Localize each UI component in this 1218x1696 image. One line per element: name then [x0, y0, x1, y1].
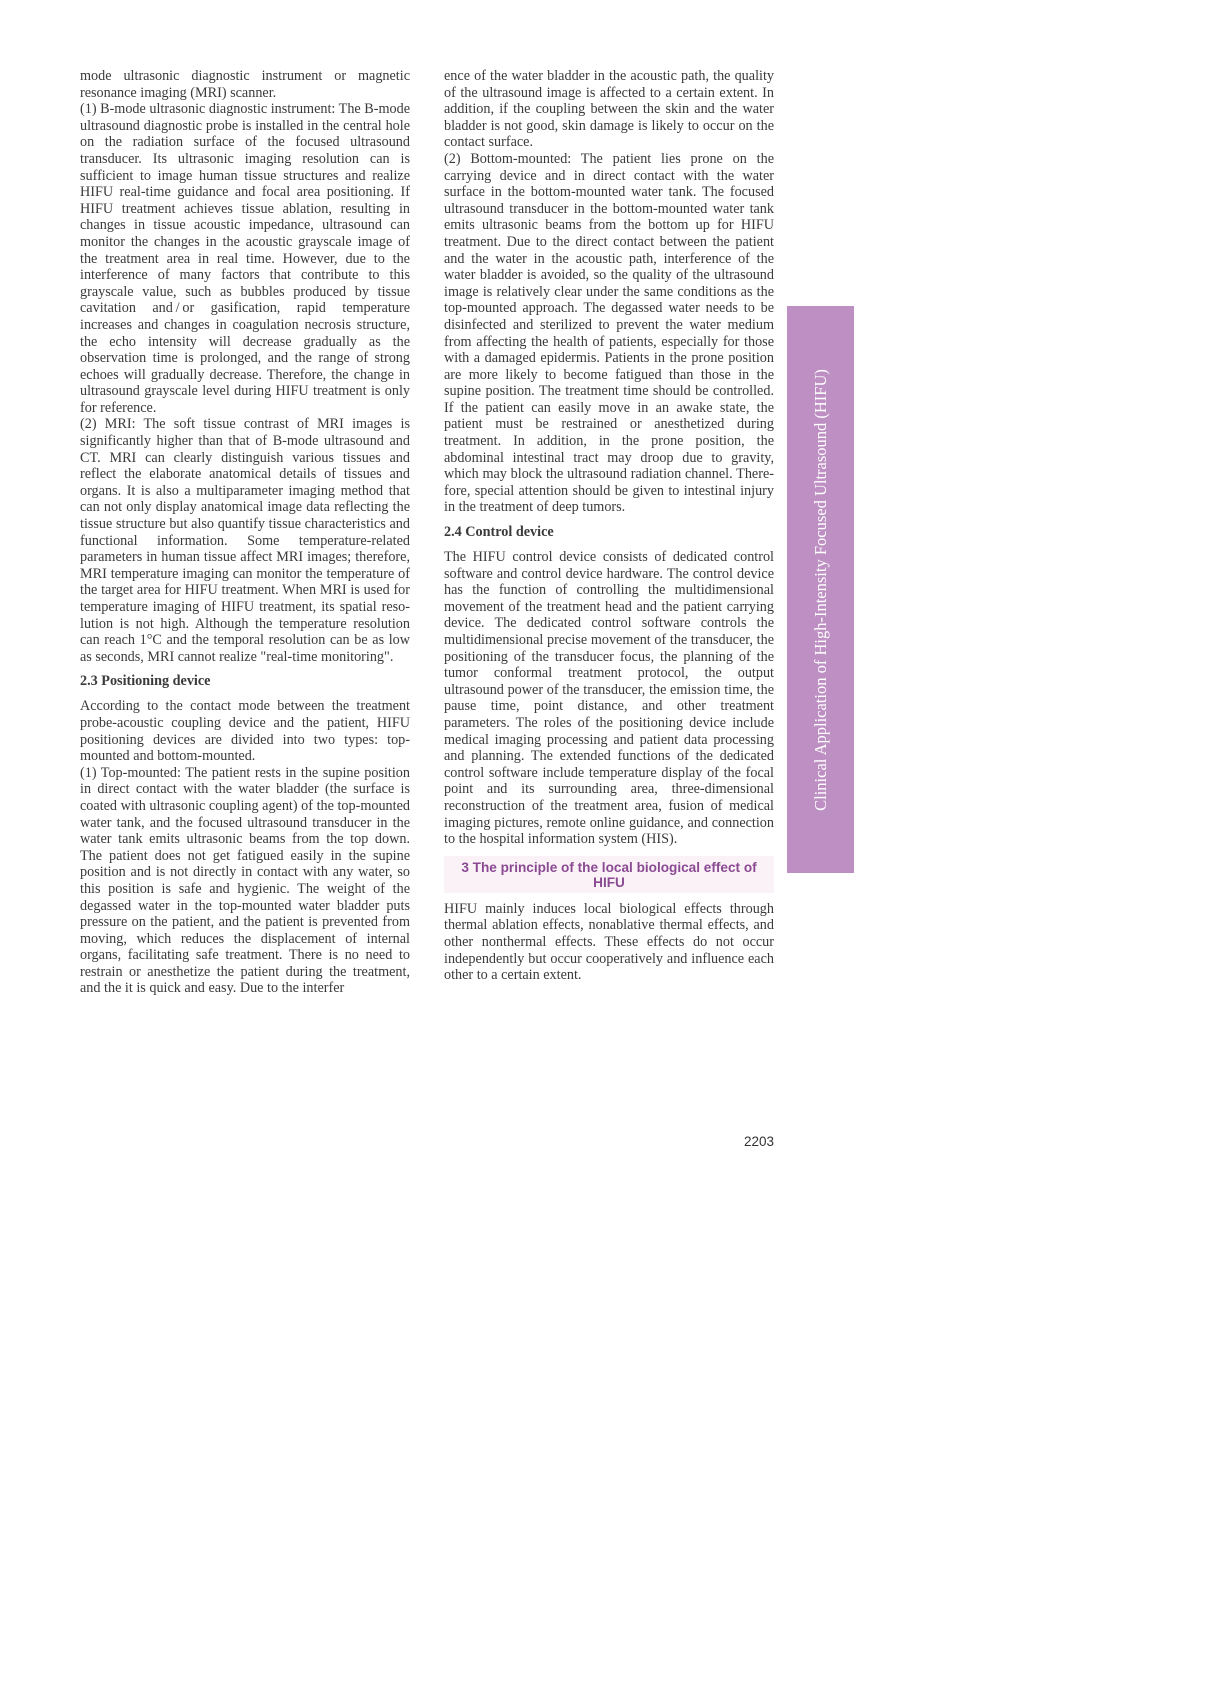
paragraph-biological-effects: HIFU mainly induces local biological effects through thermal ablation effects, nonablative thermal effects, and other nonthermal effects. These effects do not occur independently but occur cooperatively and influence each other to a certain extent. [444, 900, 774, 984]
right-column [444, 68, 774, 984]
paragraph-control-device: The HIFU control device consists of dedicated control software and control device hardware. The control device has the function of controlling the multidimensional movement of the treatment head and the patient carrying device. The dedicated control software controls the multidimensional precise movement of the transducer, the positioning of the transducer focus, the planning of the tumor conformal treatment protocol, the output ultrasound power of the transducer, the emission time, the pause time, point distance, and other treatment parameters. The roles of the positioning device include medical imaging processing and patient data processing and planning. The extended functions of the dedicated control software include temperature display of the focal point and its surrounding area, three-dimensional reconstruction of the treatment area, fusion of medical imaging pictures, remote online guidance, and connection to the hospital information system (HIS). [444, 549, 774, 848]
paragraph-top-mounted: (1) Top-mounted: The patient rests in the supine position in direct contact with the water bladder (the surface is coated with ultrasonic coupling agent) of the top-mounted water tank, and the focused ultrasound transducer in the water tank emits ultrasonic beams from the top down. The patient does not get fatigued easily in the supine position and is not directly in contact with any water, so this position is safe and hygienic. The weight of the degassed water in the top-mounted water bladder puts pressure on the patient, and the patient is prevented from moving, which reduces the displacement of internal organs, facilitating safe treatment. There is no need to restrain or anesthetize the patient during the treatment, and the it is quick and easy. Due to the interfer [80, 764, 410, 997]
paragraph-positioning-types: According to the contact mode between the treatment probe-acoustic coupling device and the patient, HIFU positioning devices are divided into two types: top-mounted and bottom-mounted. [80, 698, 410, 765]
paragraph-top-mounted-continued: ence of the water bladder in the acoustic path, the quality of the ultrasound image is affected to a certain extent. In addition, if the coupling between the skin and the water bladder is not good, skin damage is likely to occur on the contact surface. [444, 68, 774, 151]
paragraph-bottom-mounted: (2) Bottom-mounted: The patient lies prone on the carrying device and in direct contact with the water surface in the bottom-mounted water tank. The focused ultrasound transducer in the bottom-mounted water tank emits ultrasonic beams from the bottom up for HIFU treatment. Due to the direct contact between the patient and the water in the acoustic path, interference of the water bladder is avoided, so the quality of the ultrasound image is relatively clear under the same conditions as the top-mounted approach. The degassed water needs to be disinfected and sterilized to prevent the water medium from affecting the health of patients, especially for those with a damaged epidermis. Patients in the prone position are more likely to become fatigued than those in the supine position. The treatment time should be controlled. If the patient can easily move in an awake state, the patient must be restrained or anesthetized during treatment. In addition, in the prone position, the abdominal intestinal tract may droop due to gravity, which may block the ultrasound radiation channel. Therefore, special attention should be given to intestinal injury in the treatment of deep tumors. [444, 150, 774, 516]
left-column [80, 68, 410, 997]
side-tab [787, 306, 854, 873]
section-heading-principle: 3 The principle of the local biological effect of HIFU [444, 856, 774, 893]
heading-positioning-device: 2.3 Positioning device [80, 673, 211, 690]
page-number: 2203 [743, 1134, 774, 1149]
paragraph-b-mode: (1) B-mode ultrasonic diagnostic instrument: The B-mode ultrasound diagnostic probe is installed in the central hole on the radiation surface of the focused ultrasound transducer. Its ultrasonic imaging resolution can is sufficient to image human tissue structures and realize HIFU real-time guidance and focal area positioning. If HIFU treatment achieves tissue ablation, resulting in changes in tissue acoustic impedance, ultrasound can monitor the changes in the acoustic grayscale image of the treatment area in real time. However, due to the interference of many factors that contribute to this grayscale value, such as bubbles produced by tissue cavitation and / or gasification, rapid temperature increases and changes in coagulation necrosis structure, the echo intensity will decrease gradually as the observation time is prolonged, and the range of strong echoes will gradually decrease. Therefore, the change in ultrasound grayscale level during HIFU treatment is only for reference. [80, 101, 410, 416]
paragraph-mri: (2) MRI: The soft tissue contrast of MRI images is significantly higher than that of B-mode ultrasound and CT. MRI can clearly distinguish various tissues and reflect the elaborate anatomical details of tissues and organs. It is also a multiparameter imaging method that can not only display anatomical image data reflecting the tissue structure but also quantify tissue characteristics and functional information. Some temperature-related parameters in human tissue affect MRI images; therefore, MRI temperature imaging can monitor the temperature of the target area for HIFU treatment. When MRI is used for temperature imaging of HIFU treatment, its spatial resolution is not high. Although the temperature resolution can reach 1°C and the temporal resolution can be as low as seconds, MRI cannot realize "real-time monitoring". [80, 416, 410, 665]
heading-control-device: 2.4 Control device [444, 524, 554, 541]
paragraph-intro-continued: mode ultrasonic diagnostic instrument or magnetic resonance imaging (MRI) scanner. [80, 68, 410, 101]
side-tab-title: Clinical Application of High-Intensity Focused Ultrasound (HIFU) [810, 368, 830, 811]
